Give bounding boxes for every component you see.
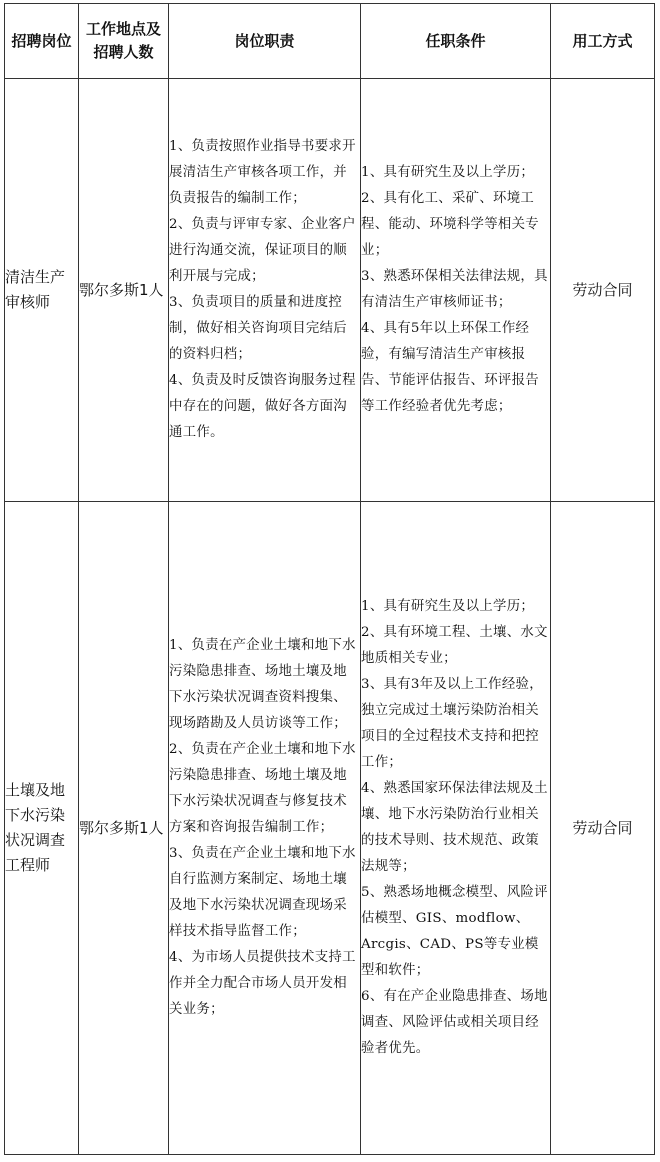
requirements-cell — [361, 502, 551, 1155]
requirement-item: 2、具有化工、采矿、环境工程、能动、环境科学等相关专业； — [361, 191, 539, 258]
requirement-item: 4、具有5年以上环保工作经验，有编写清洁生产审核报告、节能评估报告、环评报告等工作经验者优先考虑； — [361, 321, 539, 414]
requirement-item: 5、熟悉场地概念模型、风险评估模型、GIS、modflow、Arcgis、CAD、PS等专业模型和软件； — [361, 885, 548, 978]
requirement-item: 2、具有环境工程、土壤、水文地质相关专业； — [361, 625, 548, 666]
requirement-item: 3、熟悉环保相关法律法规，具有清洁生产审核师证书； — [361, 269, 548, 310]
employment-type-cell: 劳动合同 — [551, 502, 655, 1155]
duty-item: 2、负责与评审专家、企业客户进行沟通交流，保证项目的顺利开展与完成； — [169, 217, 356, 284]
requirement-item: 3、具有3年及以上工作经验，独立完成过土壤污染防治相关项目的全过程技术支持和把控工作； — [361, 677, 543, 770]
location-cell: 鄂尔多斯1人 — [79, 79, 169, 502]
location-cell: 鄂尔多斯1人 — [79, 502, 169, 1155]
table-row — [5, 79, 655, 502]
duty-item: 4、为市场人员提供技术支持工作并全力配合市场人员开发相关业务； — [169, 950, 356, 1017]
header-employment-type: 用工方式 — [551, 4, 655, 79]
table-row — [5, 502, 655, 1155]
requirement-item: 4、熟悉国家环保法律法规及土壤、地下水污染防治行业相关的技术导则、技术规范、政策法规等； — [361, 781, 548, 874]
employment-type-cell: 劳动合同 — [551, 79, 655, 502]
requirement-item: 6、有在产企业隐患排查、场地调查、风险评估或相关项目经验者优先。 — [361, 989, 548, 1056]
header-location-count: 工作地点及招聘人数 — [79, 4, 169, 79]
duty-item: 2、负责在产企业土壤和地下水污染隐患排查、场地土壤及地下水污染状况调查与修复技术方案和咨询报告编制工作； — [169, 742, 356, 835]
position-cell: 土壤及地下水污染状况调查工程师 — [5, 502, 79, 1155]
header-duties: 岗位职责 — [169, 4, 361, 79]
requirement-item: 1、具有研究生及以上学历； — [361, 165, 535, 180]
duty-item: 1、负责按照作业指导书要求开展清洁生产审核各项工作，并负责报告的编制工作； — [169, 139, 356, 206]
duty-item: 3、负责项目的质量和进度控制，做好相关咨询项目完结后的资料归档； — [169, 295, 347, 362]
requirement-item: 1、具有研究生及以上学历； — [361, 599, 535, 614]
header-position: 招聘岗位 — [5, 4, 79, 79]
requirements-cell — [361, 79, 551, 502]
duties-cell — [169, 502, 361, 1155]
header-requirements: 任职条件 — [361, 4, 551, 79]
duty-item: 1、负责在产企业土壤和地下水污染隐患排查、场地土壤及地下水污染状况调查资料搜集、现场踏勘及人员访谈等工作； — [169, 638, 356, 731]
table-header-row — [5, 4, 655, 79]
duty-item: 3、负责在产企业土壤和地下水自行监测方案制定、场地土壤及地下水污染状况调查现场采样技术指导监督工作； — [169, 846, 356, 939]
position-cell: 清洁生产审核师 — [5, 79, 79, 502]
duties-cell — [169, 79, 361, 502]
duty-item: 4、负责及时反馈咨询服务过程中存在的问题，做好各方面沟通工作。 — [169, 373, 356, 440]
recruitment-table — [4, 3, 655, 1155]
